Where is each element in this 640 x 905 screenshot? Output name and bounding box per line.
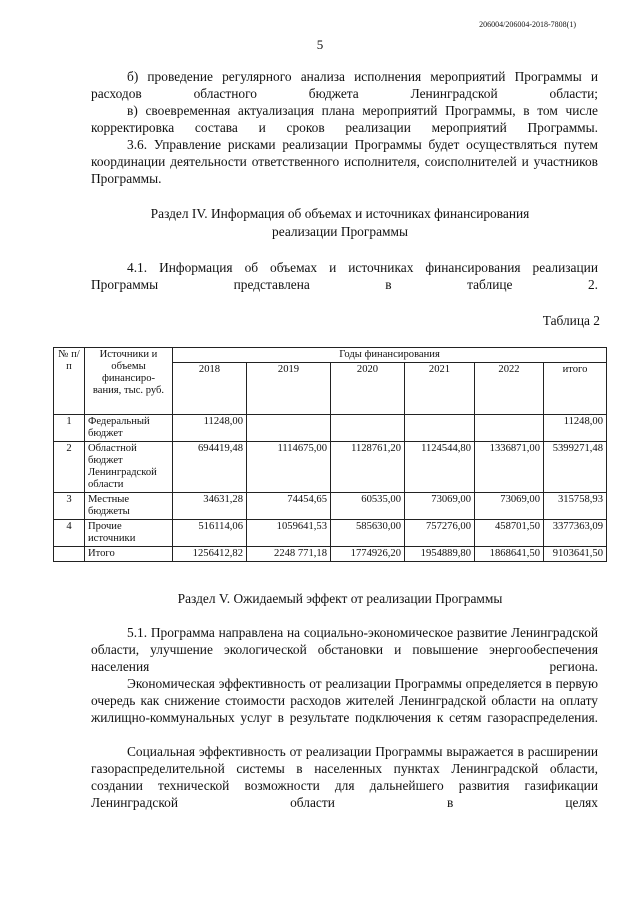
table-row xyxy=(54,493,607,520)
section5-heading: Раздел V. Ожидаемый эффект от реализации Программы xyxy=(177,591,503,606)
cell-value: 73069,00 xyxy=(475,493,544,520)
section4-heading-line1: Раздел IV. Информация об объемах и источниках финансирования xyxy=(150,206,530,221)
row-num: 1 xyxy=(54,415,85,442)
cell-value: 1774926,20 xyxy=(331,547,405,562)
header-num: № п/п xyxy=(54,348,85,415)
year-header: 2021 xyxy=(405,363,475,415)
year-header: 2022 xyxy=(475,363,544,415)
paragraph-b: б) проведение регулярного анализа исполнения мероприятий Программы и расходов областного бюджета Ленинградской области; xyxy=(91,69,598,101)
header-source: Источники и объемы финансиро- вания, тыс. руб. xyxy=(85,348,173,415)
paragraph-5-1: 5.1. Программа направлена на социально-экономическое развитие Ленинградской области, улучшение экологической обстановки и повышение энергообеспечения населения региона. xyxy=(91,625,598,674)
year-header: 2019 xyxy=(247,363,331,415)
cell-value xyxy=(247,415,331,442)
cell-value xyxy=(331,415,405,442)
cell-value: 1124544,80 xyxy=(405,442,475,493)
cell-value: 585630,00 xyxy=(331,520,405,547)
row-num xyxy=(54,547,85,562)
cell-total: 5399271,48 xyxy=(544,442,607,493)
cell-value: 34631,28 xyxy=(173,493,247,520)
row-source: Областной бюджет Ленинградской области xyxy=(85,442,173,493)
document-id: 206004/206004-2018-7808(1) xyxy=(479,20,576,29)
cell-value: 1256412,82 xyxy=(173,547,247,562)
cell-value: 458701,50 xyxy=(475,520,544,547)
paragraph-v: в) своевременная актуализация плана мероприятий Программы, в том числе корректировка состава и сроков реализации мероприятий Программы. xyxy=(91,103,598,135)
cell-value: 73069,00 xyxy=(405,493,475,520)
cell-total: 9103641,50 xyxy=(544,547,607,562)
row-source: Прочие источники xyxy=(85,520,173,547)
cell-total: 3377363,09 xyxy=(544,520,607,547)
cell-total: 315758,93 xyxy=(544,493,607,520)
table-header-row xyxy=(54,348,607,363)
year-header: 2020 xyxy=(331,363,405,415)
cell-value: 1336871,00 xyxy=(475,442,544,493)
cell-value xyxy=(475,415,544,442)
cell-value: 757276,00 xyxy=(405,520,475,547)
cell-value: 60535,00 xyxy=(331,493,405,520)
paragraph-3-6: 3.6. Управление рисками реализации Программы будет осуществляться путем координации деятельности ответственного исполнителя, соисполнителей и участников Программы. xyxy=(91,137,598,186)
table-row xyxy=(54,442,607,493)
cell-value: 74454,65 xyxy=(247,493,331,520)
paragraph-economic: Экономическая эффективность от реализации Программы определяется в первую очередь как снижение стоимости расходов жителей Ленинградской области на оплату жилищно-коммунальных услуг в результате подключения к сетям газораспределения. xyxy=(91,676,598,725)
cell-value: 1114675,00 xyxy=(247,442,331,493)
cell-value: 516114,06 xyxy=(173,520,247,547)
header-years-group: Годы финансирования xyxy=(173,348,607,363)
table-row xyxy=(54,520,607,547)
table-row xyxy=(54,415,607,442)
cell-value: 694419,48 xyxy=(173,442,247,493)
cell-value: 11248,00 xyxy=(173,415,247,442)
row-num: 4 xyxy=(54,520,85,547)
row-num: 3 xyxy=(54,493,85,520)
cell-value: 1954889,80 xyxy=(405,547,475,562)
page-number: 5 xyxy=(316,37,324,52)
row-source: Итого xyxy=(85,547,173,562)
cell-total: 11248,00 xyxy=(544,415,607,442)
paragraph-4-1: 4.1. Информация об объемах и источниках финансирования реализации Программы представлена в таблице 2. xyxy=(91,260,598,292)
paragraph-social: Социальная эффективность от реализации Программы выражается в расширении газораспределительной системы в населенных пунктах Ленинградской области, создании технической возможности для дальнейшего развития газификации Ленинградской области в целях xyxy=(91,744,598,810)
table-caption: Таблица 2 xyxy=(542,313,600,328)
section4-heading-line2: реализации Программы xyxy=(272,224,408,239)
cell-value: 2248 771,18 xyxy=(247,547,331,562)
table-total-row xyxy=(54,547,607,562)
cell-value: 1868641,50 xyxy=(475,547,544,562)
cell-value: 1059641,53 xyxy=(247,520,331,547)
total-header: итого xyxy=(544,363,607,415)
row-source: Местные бюджеты xyxy=(85,493,173,520)
row-num: 2 xyxy=(54,442,85,493)
cell-value: 1128761,20 xyxy=(331,442,405,493)
row-source: Федеральный бюджет xyxy=(85,415,173,442)
year-header: 2018 xyxy=(173,363,247,415)
section4-heading xyxy=(80,205,600,241)
cell-value xyxy=(405,415,475,442)
financing-table xyxy=(53,347,607,562)
